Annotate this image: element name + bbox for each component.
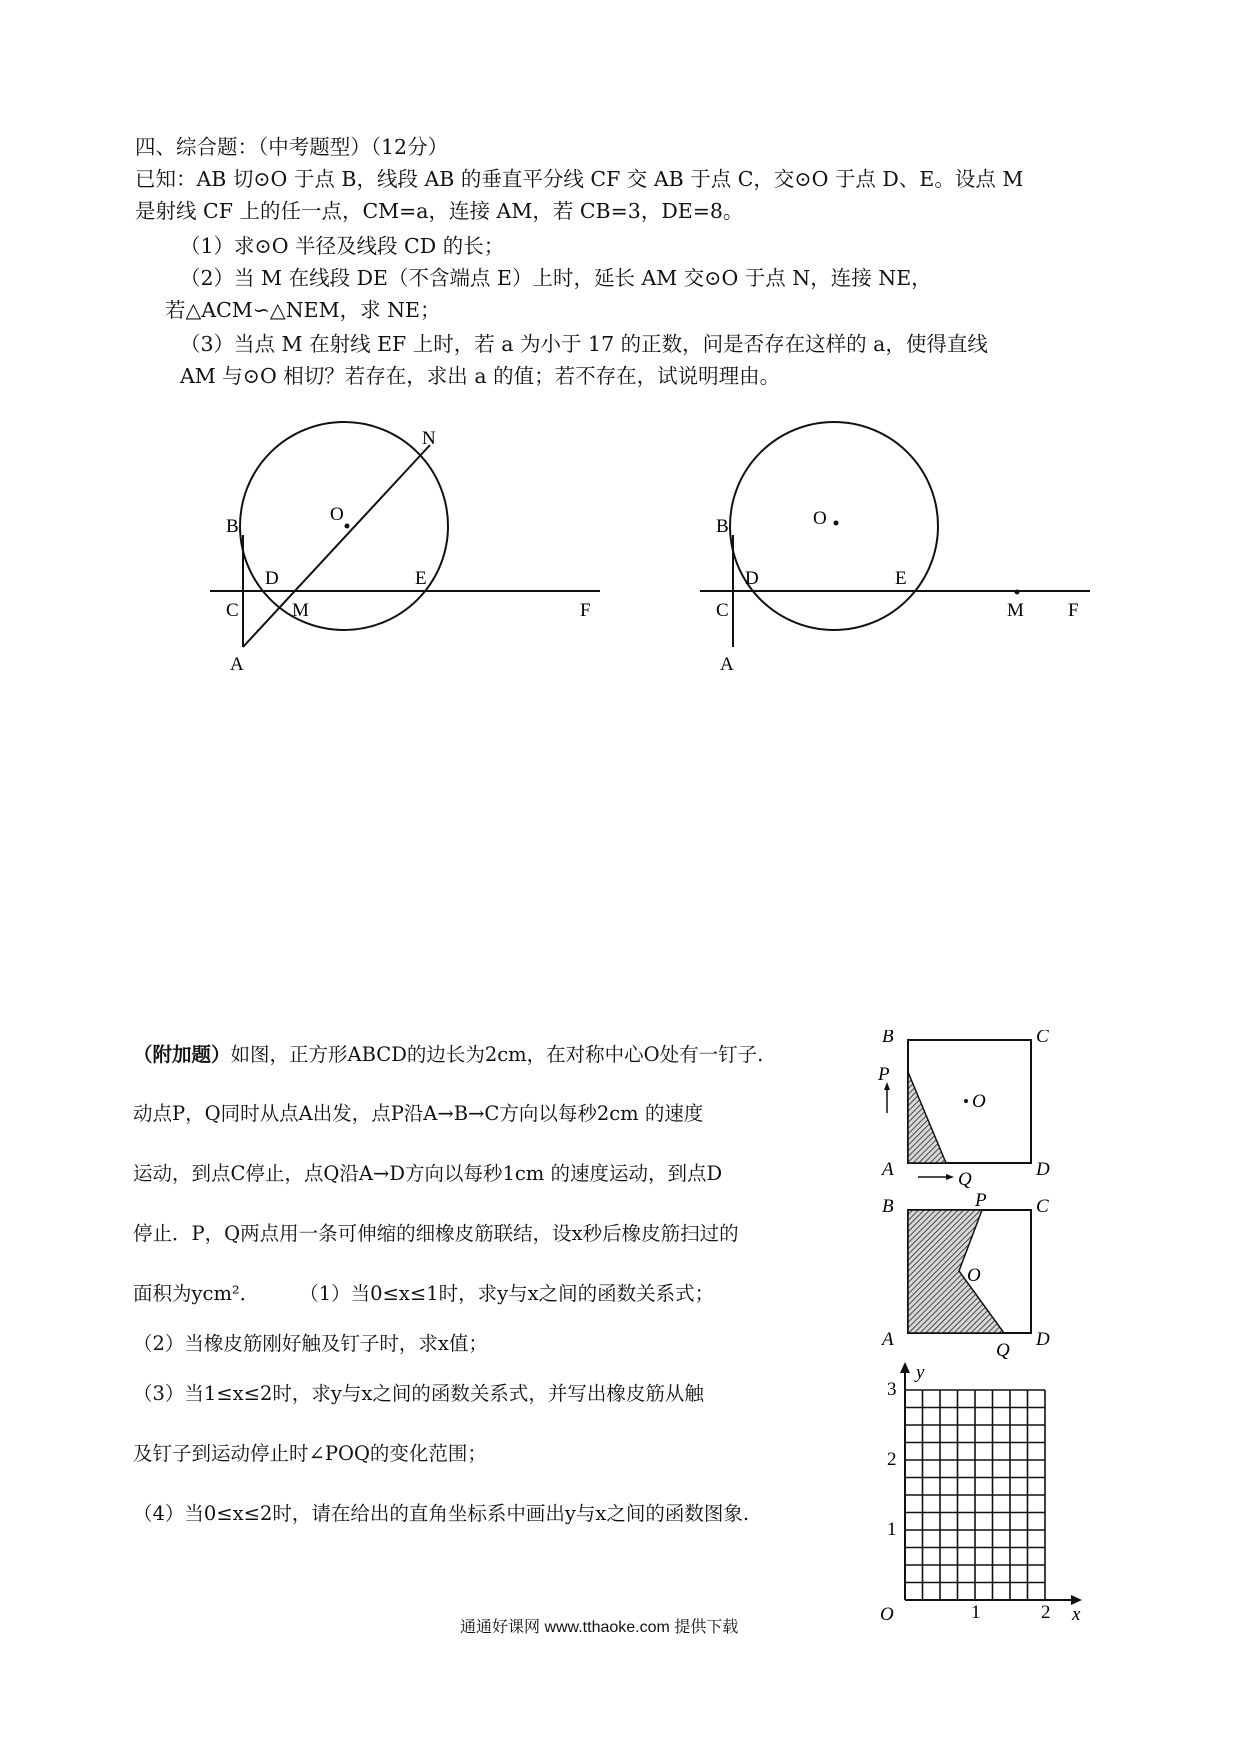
label-c: C xyxy=(1036,1196,1049,1217)
grid-lines xyxy=(905,1390,1045,1600)
extra-line-6: （2）当橡皮筋刚好触及钉子时，求x值； xyxy=(133,1332,488,1355)
origin-label: O xyxy=(880,1604,894,1620)
label-a: A xyxy=(230,654,244,675)
question-2-line-1: （2）当 M 在线段 DE（不含端点 E）上时，延长 AM 交⊙O 于点 N，连接 NE， xyxy=(180,266,932,290)
swept-area xyxy=(908,1072,946,1163)
label-o: O xyxy=(972,1091,986,1112)
y-axis-arrow xyxy=(900,1362,910,1373)
x-axis-label: x xyxy=(1072,1604,1081,1620)
extra-text-1: 如图，正方形ABCD的边长为2cm，在对称中心O处有一钉子. xyxy=(230,1043,764,1066)
circle-o xyxy=(730,422,938,630)
label-q: Q xyxy=(996,1340,1010,1360)
question-2-line-2: 若△ACM∽△NEM，求 NE； xyxy=(165,298,441,322)
label-p: P xyxy=(975,1190,987,1211)
extra-title: （附加题） xyxy=(133,1043,231,1066)
circle-o xyxy=(240,422,448,630)
label-n: N xyxy=(422,428,436,449)
y-tick-1: 1 xyxy=(887,1519,897,1540)
extra-text-5a: 面积为ycm²． xyxy=(133,1282,260,1305)
label-b: B xyxy=(882,1030,894,1047)
extra-line-1 xyxy=(133,1041,763,1069)
given-line-1: 已知：AB 切⊙O 于点 B，线段 AB 的垂直平分线 CF 交 AB 于点 C，交⊙O 于点 D、E。设点 M xyxy=(135,167,1024,191)
label-o: O xyxy=(813,508,827,529)
section-heading: 四、综合题：（中考题型）（12分） xyxy=(135,135,449,159)
question-3-line-1: （3）当点 M 在射线 EF 上时，若 a 为小于 17 的正数，问是否存在这样的 a，使得直线 xyxy=(180,332,988,356)
nail-dot xyxy=(964,1099,968,1103)
footer-source: 通通好课网 www.tthaoke.com 提供下载 xyxy=(460,1619,739,1636)
label-a: A xyxy=(882,1159,894,1180)
label-o: O xyxy=(967,1265,981,1286)
label-q: Q xyxy=(958,1169,972,1190)
label-e: E xyxy=(415,568,427,589)
question-3-line-2: AM 与⊙O 相切？若存在，求出 a 的值；若不存在，试说明理由。 xyxy=(180,364,781,388)
center-dot xyxy=(834,521,839,526)
y-tick-2: 2 xyxy=(887,1449,897,1470)
label-b: B xyxy=(226,516,239,537)
given-line-2: 是射线 CF 上的任一点，CM=a，连接 AM，若 CB=3，DE=8。 xyxy=(135,199,744,223)
label-e: E xyxy=(895,568,907,589)
label-d: D xyxy=(1036,1329,1050,1350)
label-m: M xyxy=(1007,600,1024,621)
coordinate-grid xyxy=(860,1360,1090,1620)
x-tick-1: 1 xyxy=(971,1602,981,1620)
label-c: C xyxy=(716,600,729,621)
center-dot xyxy=(345,524,350,529)
arrowhead-right xyxy=(946,1174,954,1180)
label-c: C xyxy=(1036,1030,1049,1047)
y-axis-label: y xyxy=(916,1362,925,1383)
square-figure-2 xyxy=(870,1190,1070,1360)
figure-1 xyxy=(200,420,620,680)
label-f: F xyxy=(580,600,591,621)
question-1: （1）求⊙O 半径及线段 CD 的长； xyxy=(180,234,505,258)
extra-line-4: 停止．P，Q两点用一条可伸缩的细橡皮筋联结，设x秒后橡皮筋扫过的 xyxy=(133,1222,739,1245)
extra-line-3: 运动，到点C停止，点Q沿A→D方向以每秒1cm 的速度运动，到点D xyxy=(133,1162,723,1185)
extra-line-9: （4）当0≤x≤2时，请在给出的直角坐标系中画出y与x之间的函数图象. xyxy=(133,1502,750,1525)
extra-line-2: 动点P，Q同时从点A出发，点P沿A→B→C方向以每秒2cm 的速度 xyxy=(133,1102,704,1125)
extra-line-8: 及钉子到运动停止时∠POQ的变化范围； xyxy=(133,1442,487,1465)
label-o: O xyxy=(330,504,344,525)
figure-2 xyxy=(690,420,1110,680)
label-d: D xyxy=(745,568,759,589)
label-b: B xyxy=(716,516,729,537)
x-tick-2: 2 xyxy=(1041,1602,1051,1620)
label-p: P xyxy=(878,1064,890,1085)
label-m: M xyxy=(292,600,309,621)
extra-line-7: （3）当1≤x≤2时，求y与x之间的函数关系式，并写出橡皮筋从触 xyxy=(133,1382,704,1405)
label-b: B xyxy=(882,1196,894,1217)
segment-an xyxy=(243,445,430,647)
label-c: C xyxy=(226,600,239,621)
extra-text-5b: （1）当0≤x≤1时，求y与x之间的函数关系式； xyxy=(299,1282,715,1305)
label-a: A xyxy=(882,1329,894,1350)
square-figure-1 xyxy=(870,1030,1070,1195)
label-d: D xyxy=(1036,1159,1050,1180)
label-a: A xyxy=(720,654,734,675)
extra-line-5 xyxy=(133,1280,714,1308)
swept-area xyxy=(908,1210,1004,1333)
label-f: F xyxy=(1068,600,1079,621)
label-d: D xyxy=(265,568,279,589)
y-tick-3: 3 xyxy=(887,1379,897,1400)
point-m xyxy=(1015,590,1020,595)
